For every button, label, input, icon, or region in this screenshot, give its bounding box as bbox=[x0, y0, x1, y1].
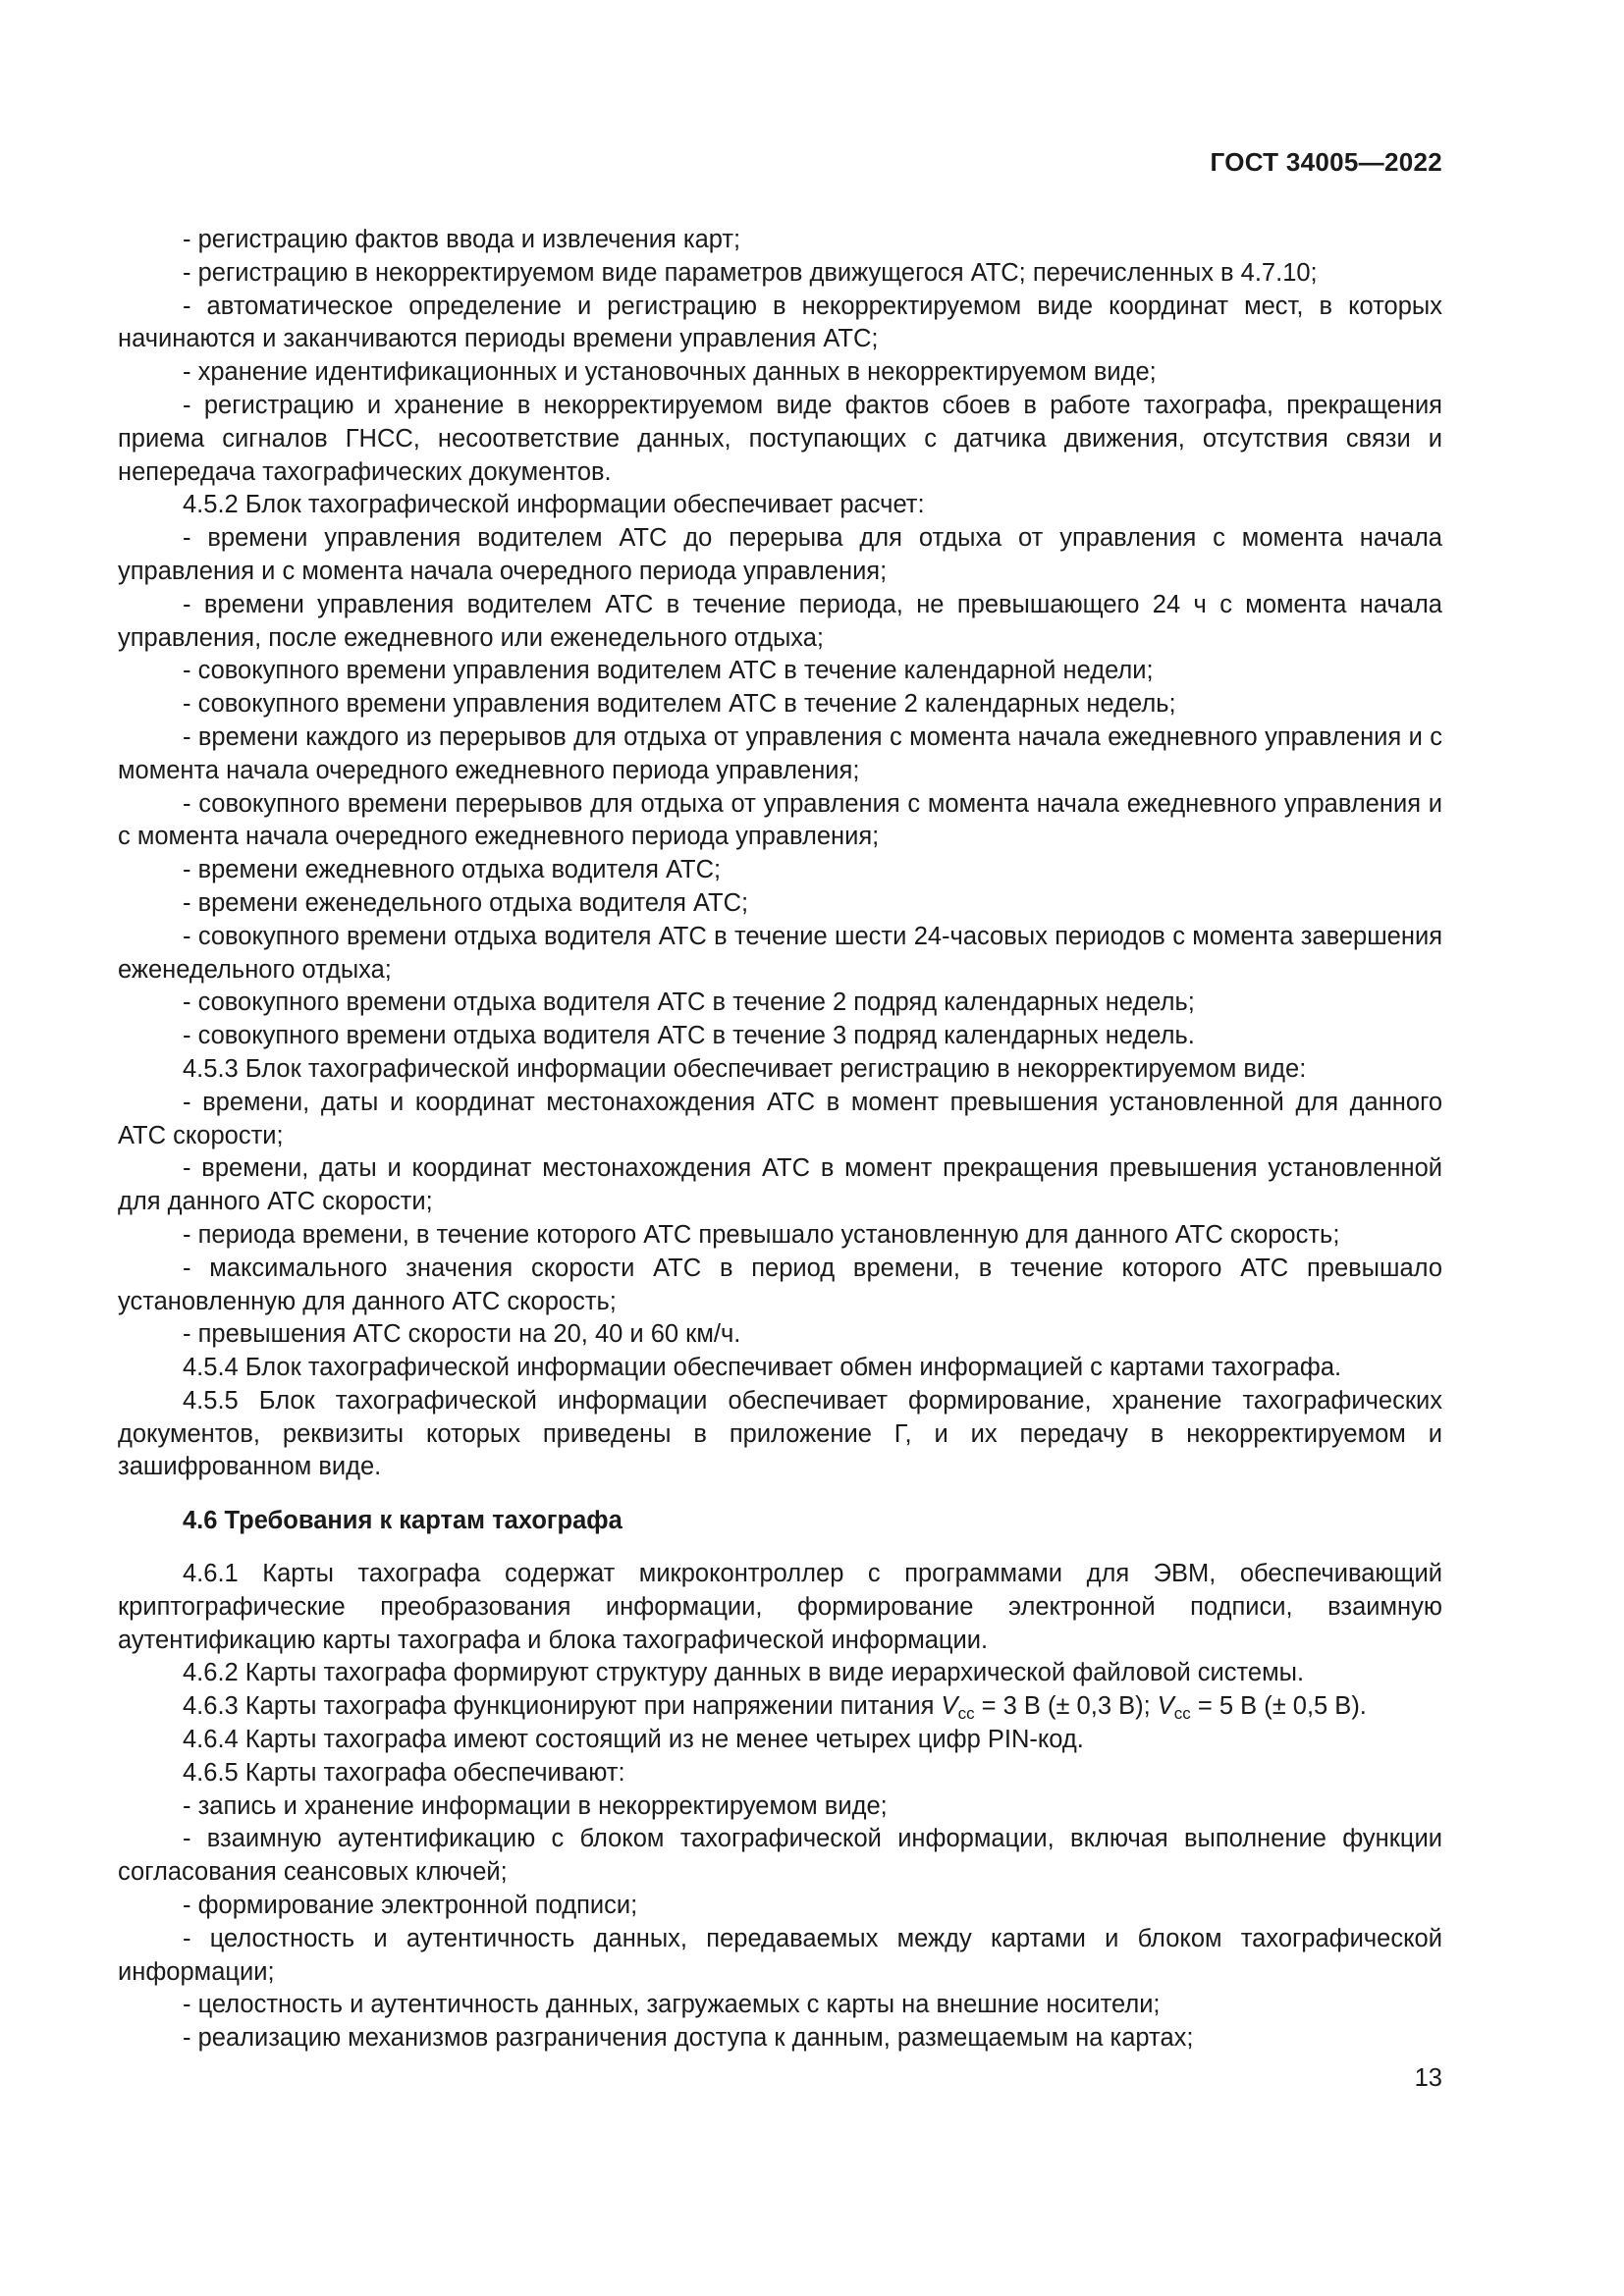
clause-4-6-5: 4.6.5 Карты тахографа обеспечивают: bbox=[183, 1758, 625, 1787]
paragraph: - регистрацию и хранение в некорректируемом виде фактов сбоев в работе тахографа, прекращения приема сигналов ГНСС, несоответствие данных, поступающих с датчика движения, отсутствия связи и непередача тахографических документов. bbox=[118, 391, 1442, 486]
paragraph: - хранение идентификационных и установочных данных в некорректируемом виде; bbox=[183, 358, 1157, 387]
paragraph: - регистрацию в некорректируемом виде параметров движущегося АТС; перечисленных в 4.7.10; bbox=[183, 258, 1318, 287]
clause-4-6-2: 4.6.2 Карты тахографа формируют структуру данных в виде иерархической файловой системы. bbox=[183, 1659, 1305, 1687]
section-heading: 4.6 Требования к картам тахографа bbox=[183, 1507, 623, 1535]
page-number: 13 bbox=[1414, 2064, 1442, 2092]
voltage-symbol: V bbox=[1157, 1692, 1174, 1721]
clause-4-6-1: 4.6.1 Карты тахографа содержат микроконтроллер с программами для ЭВМ, обеспечивающий криптографические преобразования информации, формирование электронной подписи, взаимную аутентификацию карты тахографа и блока тахографической информации. bbox=[118, 1560, 1442, 1654]
paragraph: - совокупного времени отдыха водителя АТС в течение 3 подряд календарных недель. bbox=[183, 1022, 1195, 1050]
voltage-symbol: V bbox=[941, 1692, 958, 1721]
clause-4-5-5: 4.5.5 Блок тахографической информации обеспечивает формирование, хранение тахографических документов, реквизиты которых приведены в приложение Г, и их передачу в некорректируемом и зашифрованном виде. bbox=[118, 1386, 1442, 1481]
clause-4-6-3 bbox=[118, 1690, 1442, 1724]
paragraph: - совокупного времени отдыха водителя АТС в течение шести 24-часовых периодов с момента завершения еженедельного отдыха; bbox=[118, 922, 1442, 984]
voltage-subscript: cc bbox=[957, 1704, 975, 1724]
paragraph: - совокупного времени управления водителем АТС в течение 2 календарных недель; bbox=[183, 690, 1176, 719]
clause-4-5-3: 4.5.3 Блок тахографической информации обеспечивает регистрацию в некорректируемом виде: bbox=[183, 1054, 1307, 1083]
paragraph: - превышения АТС скорости на 20, 40 и 60 км/ч. bbox=[183, 1320, 741, 1349]
paragraph: - совокупного времени управления водителем АТС в течение календарной недели; bbox=[183, 657, 1154, 685]
clause-4-5-4: 4.5.4 Блок тахографической информации обеспечивает обмен информацией с картами тахографа. bbox=[183, 1354, 1342, 1382]
paragraph: - времени управления водителем АТС в течение периода, не превышающего 24 ч с момента начала управления, после ежедневного или еженедельного отдыха; bbox=[118, 590, 1442, 652]
paragraph: - реализацию механизмов разграничения доступа к данным, размещаемым на картах; bbox=[183, 2024, 1194, 2053]
paragraph: - максимального значения скорости АТС в период времени, в течение которого АТС превышало установленную для данного АТС скорость; bbox=[118, 1254, 1442, 1315]
paragraph: - целостность и аутентичность данных, передаваемых между картами и блоком тахографической информации; bbox=[118, 1924, 1442, 1986]
clause-4-6-4: 4.6.4 Карты тахографа имеют состоящий из не менее четырех цифр PIN-код. bbox=[183, 1726, 1084, 1754]
clause-4-5-2: 4.5.2 Блок тахографической информации обеспечивает расчет: bbox=[183, 491, 925, 519]
document-header: ГОСТ 34005—2022 bbox=[1210, 147, 1442, 177]
voltage-value-2: = 5 В (± 0,5 В). bbox=[1190, 1692, 1367, 1721]
paragraph: - регистрацию фактов ввода и извлечения карт; bbox=[183, 226, 741, 253]
paragraph: - периода времени, в течение которого АТС превышало установленную для данного АТС скорость; bbox=[183, 1220, 1340, 1249]
paragraph: - запись и хранение информации в некорректируемом виде; bbox=[183, 1791, 888, 1820]
paragraph: - времени еженедельного отдыха водителя АТС; bbox=[183, 888, 749, 917]
voltage-subscript: cc bbox=[1173, 1704, 1191, 1724]
paragraph: - формирование электронной подписи; bbox=[183, 1892, 638, 1920]
paragraph: - совокупного времени отдыха водителя АТС в течение 2 подряд календарных недель; bbox=[183, 988, 1195, 1017]
paragraph: - времени ежедневного отдыха водителя АТС; bbox=[183, 856, 722, 884]
paragraph: - времени управления водителем АТС до перерыва для отдыха от управления с момента начала управления и с момента начала очередного периода управления; bbox=[118, 524, 1442, 585]
paragraph: - целостность и аутентичность данных, загружаемых с карты на внешние носители; bbox=[183, 1991, 1161, 2019]
document-body bbox=[118, 224, 1442, 2056]
paragraph: - автоматическое определение и регистрацию в некорректируемом виде координат мест, в которых начинаются и заканчиваются периоды времени управления АТС; bbox=[118, 292, 1442, 353]
paragraph: - времени каждого из перерывов для отдыха от управления с момента начала ежедневного управления и с момента начала очередного ежедневного периода управления; bbox=[118, 722, 1442, 784]
voltage-value-1: = 3 В (± 0,3 В); bbox=[974, 1692, 1158, 1721]
paragraph: - совокупного времени перерывов для отдыха от управления с момента начала ежедневного управления и с момента начала очередного ежедневного периода управления; bbox=[118, 789, 1442, 851]
voltage-prefix: 4.6.3 Карты тахографа функционируют при напряжении питания bbox=[183, 1692, 942, 1721]
paragraph: - времени, даты и координат местонахождения АТС в момент превышения установленной для данного АТС скорости; bbox=[118, 1088, 1442, 1149]
paragraph: - времени, даты и координат местонахождения АТС в момент прекращения превышения установленной для данного АТС скорости; bbox=[118, 1154, 1442, 1216]
paragraph: - взаимную аутентификацию с блоком тахографической информации, включая выполнение функции согласования сеансовых ключей; bbox=[118, 1825, 1442, 1887]
